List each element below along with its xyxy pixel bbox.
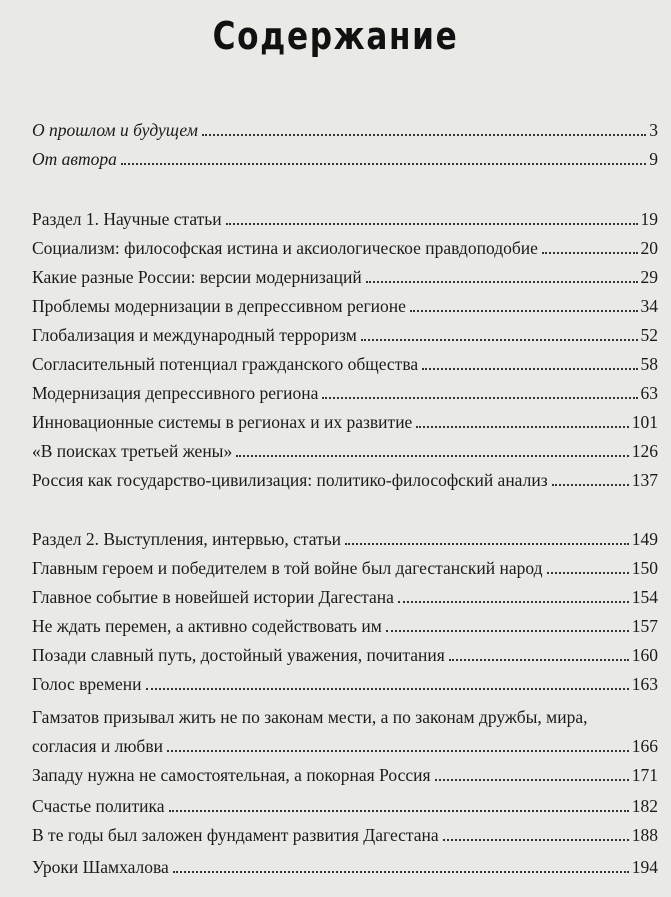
toc-entry-page: 9: [649, 149, 658, 169]
toc-entry[interactable]: [32, 324, 658, 346]
dot-leader: [169, 809, 629, 812]
toc-entry[interactable]: [32, 856, 658, 878]
toc-entry-label: От автора: [32, 149, 117, 169]
dot-leader: [146, 687, 629, 690]
toc-entry[interactable]: [32, 237, 658, 259]
toc-entry[interactable]: [32, 295, 658, 317]
toc-entry-label: «В поисках третьей жены»: [32, 441, 233, 461]
toc-entry-label: Социализм: философская истина и аксиологическое правдоподобие: [32, 238, 538, 258]
toc-entry-page: 3: [649, 120, 658, 140]
toc-entry-label: согласия и любви: [32, 736, 163, 756]
dot-leader: [366, 280, 638, 283]
toc-entry[interactable]: [32, 469, 658, 491]
dot-leader: [416, 425, 628, 428]
toc-entry-label: Западу нужна не самостоятельная, а покорная Россия: [32, 765, 431, 785]
toc-entry[interactable]: [32, 440, 658, 462]
toc-entry[interactable]: [32, 644, 658, 666]
dot-leader: [410, 309, 638, 312]
toc-entry-page: 20: [640, 238, 658, 258]
toc-entry-label: Раздел 1. Научные статьи: [32, 209, 222, 229]
toc-entry-label: Не ждать перемен, а активно содействовать им: [32, 616, 382, 636]
dot-leader: [552, 483, 629, 486]
toc-entry-page: 149: [631, 529, 658, 549]
toc-entry-page: 160: [631, 645, 658, 665]
dot-leader: [167, 749, 629, 752]
toc-entry-label: В те годы был заложен фундамент развития Дагестана: [32, 825, 439, 845]
dot-leader: [386, 629, 629, 632]
toc-entry-page: 137: [631, 470, 658, 490]
toc-entry-label: Согласительный потенциал гражданского общества: [32, 354, 419, 374]
dot-leader: [443, 838, 629, 841]
toc-entry[interactable]: [32, 615, 658, 637]
toc-entry-label: Проблемы модернизации в депрессивном регионе: [32, 296, 406, 316]
dot-leader: [202, 133, 646, 136]
dot-leader: [236, 454, 629, 457]
toc-entry-page: 188: [631, 825, 658, 845]
toc-entry-label: Уроки Шамхалова: [32, 857, 169, 877]
toc-entry-label: О прошлом и будущем: [32, 120, 198, 140]
toc-entry-page: 126: [631, 441, 658, 461]
toc-entry[interactable]: [32, 764, 658, 786]
toc-entry-label: Модернизация депрессивного региона: [32, 383, 319, 403]
dot-leader: [322, 396, 637, 399]
toc-entry-label: Главным героем и победителем в той войне был дагестанский народ: [32, 558, 543, 578]
toc-entry-page: 194: [631, 857, 658, 877]
page-title: Содержание: [212, 14, 459, 58]
toc-entry-page: 19: [640, 209, 658, 229]
toc-entry[interactable]: [32, 735, 658, 757]
toc-entry-label: Голос времени: [32, 674, 142, 694]
toc-entry-label: Гамзатов призывал жить не по законам мести, а по законам дружбы, мира,: [32, 707, 588, 727]
toc-entry-page: 171: [631, 765, 658, 785]
toc-entry-page: 63: [640, 383, 658, 403]
toc-entry[interactable]: [32, 411, 658, 433]
dot-leader: [435, 778, 629, 781]
toc-entry-page: 150: [631, 558, 658, 578]
dot-leader: [398, 600, 629, 603]
dot-leader: [361, 338, 638, 341]
dot-leader: [121, 162, 646, 165]
toc-entry-label: Глобализация и международный терроризм: [32, 325, 357, 345]
toc-entry[interactable]: [32, 382, 658, 404]
toc-entry-label: Россия как государство-цивилизация: политико-философский анализ: [32, 470, 548, 490]
toc-entry-first-line[interactable]: [32, 706, 658, 728]
dot-leader: [449, 658, 629, 661]
toc-entry[interactable]: [32, 795, 658, 817]
toc-entry-page: 166: [631, 736, 658, 756]
dot-leader: [226, 222, 638, 225]
toc-entry[interactable]: [32, 586, 658, 608]
toc-entry-label: Главное событие в новейшей истории Дагестана: [32, 587, 394, 607]
toc-entry[interactable]: [32, 148, 658, 170]
toc-entry[interactable]: [32, 266, 658, 288]
toc-entry-label: Какие разные России: версии модернизаций: [32, 267, 362, 287]
dot-leader: [345, 542, 629, 545]
toc-entry-page: 182: [631, 796, 658, 816]
toc-entry-label: Инновационные системы в регионах и их развитие: [32, 412, 413, 432]
toc-entry-page: 29: [640, 267, 658, 287]
toc-entry[interactable]: [32, 557, 658, 579]
dot-leader: [173, 870, 629, 873]
toc-entry-page: 157: [631, 616, 658, 636]
toc-section-heading[interactable]: [32, 208, 658, 230]
toc-entry-page: 34: [640, 296, 658, 316]
toc-section-heading[interactable]: [32, 528, 658, 550]
toc-entry-label: Счастье политика: [32, 796, 165, 816]
toc-entry-page: 101: [631, 412, 658, 432]
toc-entry-page: 52: [640, 325, 658, 345]
toc-entry-page: 154: [631, 587, 658, 607]
toc-entry[interactable]: [32, 119, 658, 141]
toc-entry-page: 163: [631, 674, 658, 694]
dot-leader: [422, 367, 637, 370]
toc-entry-label: Раздел 2. Выступления, интервью, статьи: [32, 529, 342, 549]
dot-leader: [547, 571, 629, 574]
toc-entry[interactable]: [32, 824, 658, 846]
dot-leader: [542, 251, 638, 254]
toc-entry-page: 58: [640, 354, 658, 374]
toc-entry[interactable]: [32, 673, 658, 695]
toc-entry-label: Позади славный путь, достойный уважения, почитания: [32, 645, 445, 665]
toc-entry[interactable]: [32, 353, 658, 375]
